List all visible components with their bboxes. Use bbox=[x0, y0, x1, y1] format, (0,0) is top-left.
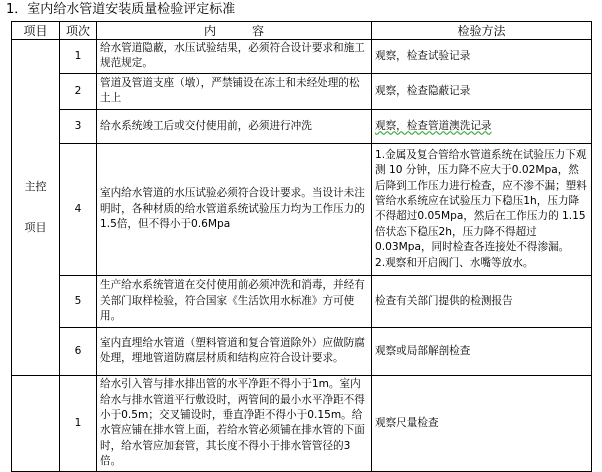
row-content: 室内直埋给水管道（塑料管道和复合管道除外）应做防腐处理，埋地管道防腐层材质和结构应符合设计要求。 bbox=[97, 327, 372, 375]
row-content: 给水管道隐蔽，水压试验结果，必须符合设计要求和施工规范规定。 bbox=[97, 40, 372, 74]
table-row bbox=[12, 109, 592, 143]
category-main-line2: 项目 bbox=[24, 221, 47, 235]
row-index: 4 bbox=[60, 143, 97, 275]
header-method: 检验方法 bbox=[372, 22, 592, 40]
inspection-table bbox=[11, 21, 592, 472]
row-index: 3 bbox=[60, 109, 97, 143]
category-main-line1: 主控 bbox=[24, 180, 47, 193]
row-method: 观察，检查隐蔽记录 bbox=[372, 73, 592, 109]
table-row bbox=[12, 375, 592, 471]
table-row bbox=[12, 275, 592, 327]
row-index: 5 bbox=[60, 275, 97, 327]
row-content: 管道及管道支座（墩），严禁铺设在冻土和未经处理的松土上 bbox=[97, 73, 372, 109]
header-content: 内 容 bbox=[97, 22, 372, 40]
table-row bbox=[12, 143, 592, 275]
category-main bbox=[12, 40, 60, 376]
row-method bbox=[372, 109, 592, 143]
table-row bbox=[12, 73, 592, 109]
row-method: 观察尺量检查 bbox=[372, 375, 592, 471]
row-index: 1 bbox=[60, 375, 97, 471]
row-method: 观察，检查试验记录 bbox=[372, 40, 592, 74]
row-index: 1 bbox=[60, 40, 97, 74]
header-category: 项目 bbox=[12, 22, 60, 40]
row-index: 2 bbox=[60, 73, 97, 109]
row-content: 生产给水系统管道在交付使用前必须冲洗和消毒，并经有关部门取样检验，符合国家《生活饮用水标准》方可使用。 bbox=[97, 275, 372, 327]
category-general bbox=[12, 375, 60, 471]
header-row bbox=[12, 22, 592, 40]
row-content: 给水引入管与排水排出管的水平净距不得小于1m。室内给水与排水管道平行敷设时，两管间的最小水平净距不得小于0.5m；交叉铺设时，垂直净距不得小于0.15m。给水管应铺在排水管上面，若给水管必须铺在排水管的下面时，给水管应加套管，其长度不得小于排水管管径的3倍。 bbox=[97, 375, 372, 471]
row-index: 6 bbox=[60, 327, 97, 375]
row-method: 观察或局部解剖检查 bbox=[372, 327, 592, 375]
table-row bbox=[12, 40, 592, 74]
row-content: 给水系统竣工后或交付使用前，必须进行冲洗 bbox=[97, 109, 372, 143]
table-row bbox=[12, 327, 592, 375]
method-part-1: 1.金属及复合管给水管道系统在试验压力下观测 10 分钟，压力降不应大于0.02Mpa，然后降到工作压力进行检查，应不渗不漏；塑料管给水系统应在试验压力下稳压1h，压力降不得超过0.05Mpa，然后在工作压力的 1.15 倍状态下稳压2h，压力降不得超过0.03Mpa，同时检查各连接处不得渗漏。 bbox=[375, 148, 587, 254]
row-method: 检查有关部门提供的检测报告 bbox=[372, 275, 592, 327]
method-text: 观察，检查管道澳洗记录 bbox=[375, 119, 492, 132]
method-part-2: 2.观察和开启阀门、水嘴等放水。 bbox=[375, 256, 534, 269]
document-title: 1．室内给水管道安装质量检验评定标准 bbox=[6, 2, 236, 17]
row-method bbox=[372, 143, 592, 275]
row-content: 室内给水管道的水压试验必须符合设计要求。当设计未注明时，各种材质的给水管道系统试验压力均为工作压力的1.5倍，但不得小于0.6Mpa bbox=[97, 143, 372, 275]
header-index: 项次 bbox=[60, 22, 97, 40]
